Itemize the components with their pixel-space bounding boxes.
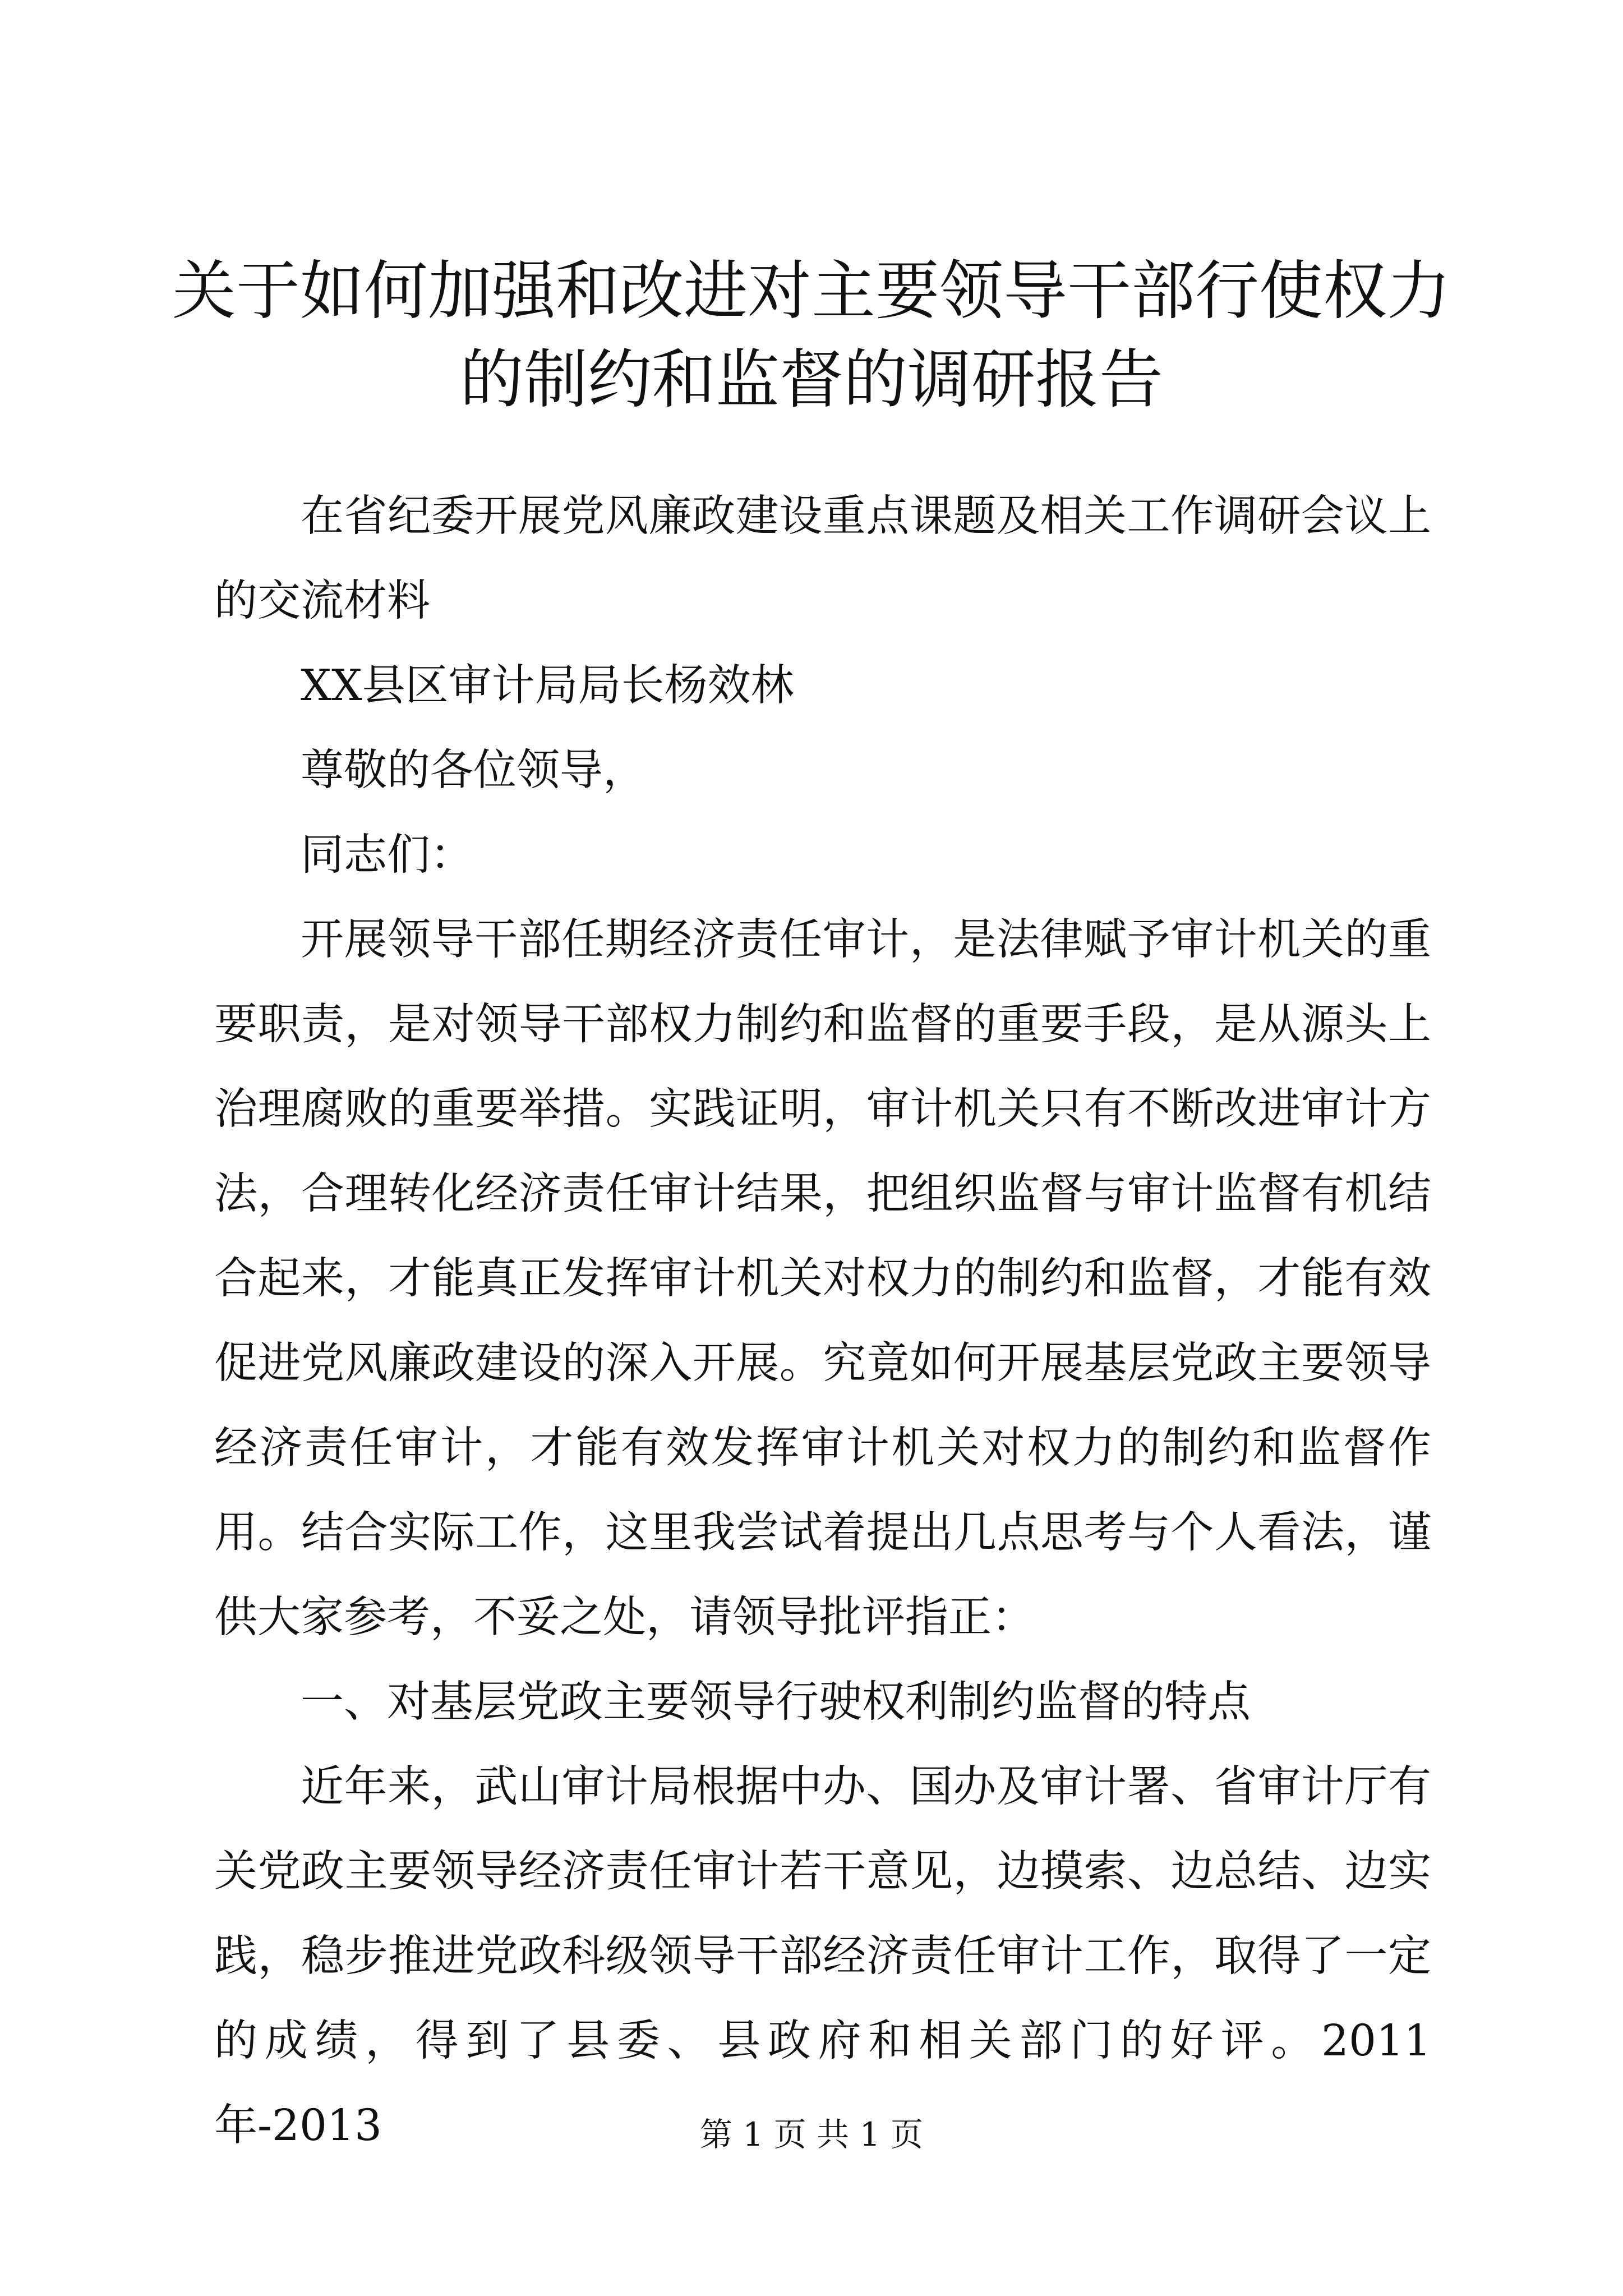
paragraph-author: XX县区审计局局长杨效林 <box>301 661 794 711</box>
document-title <box>112 247 1511 424</box>
page-footer: 第 1 页 共 1 页 <box>700 2115 923 2154</box>
section-heading-1: 一、对基层党政主要领导行驶权利制约监督的特点 <box>301 1677 1251 1727</box>
title-line-2: 的制约和监督的调研报告 <box>459 342 1163 417</box>
paragraph-introduction: 开展领导干部任期经济责任审计，是法律赋予审计机关的重要职责，是对领导干部权力制约和监督的重要手段，是从源头上治理腐败的重要举措。实践证明，审计机关只有不断改进审计方法，合理转化经济责任审计结果，把组织监督与审计监督有机结合起来，才能真正发挥审计机关对权力的制约和监督，才能有效促进党风廉政建设的深入开展。究竟如何开展基层党政主要领导经济责任审计，才能有效发挥审计机关对权力的制约和监督作用。结合实际工作，这里我尝试着提出几点思考与个人看法，谨供大家参考，不妥之处，请领导批评指正： <box>214 915 1431 1642</box>
paragraph-salutation: 尊敬的各位领导， <box>301 746 646 795</box>
paragraph-meeting-note: 在省纪委开展党风廉政建设重点课题及相关工作调研会议上的交流材料 <box>214 491 1431 626</box>
paragraph-section-1: 近年来，武山审计局根据中办、国办及审计署、省审计厅有关党政主要领导经济责任审计若干意见，边摸索、边总结、边实践，稳步推进党政科级领导干部经济责任审计工作，取得了一定的成绩，得到了县委、县政府和相关部门的好评。2011年-2013 <box>214 1762 1431 2151</box>
document-body <box>214 474 1431 2168</box>
paragraph-salutation-2: 同志们： <box>301 830 473 880</box>
title-line-1: 关于如何加强和改进对主要领导干部行使权力 <box>172 254 1451 328</box>
